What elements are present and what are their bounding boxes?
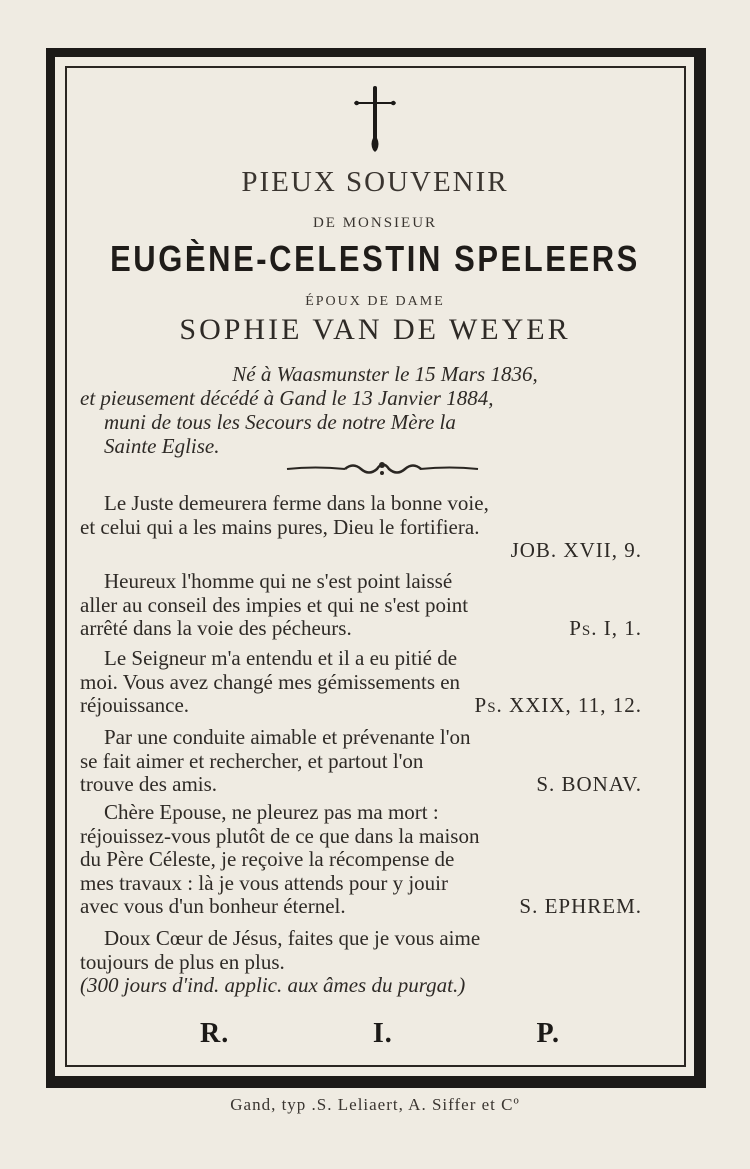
verse-line-with-ref: [80, 694, 666, 718]
verse-line: aller au conseil des impies et qui ne s'est point: [80, 592, 469, 617]
verse-line: réjouissez-vous plutôt de ce que dans la maison: [80, 823, 480, 848]
verse-reference: Ps. XXIX, 11, 12.: [474, 693, 642, 717]
spouse-name: SOPHIE VAN DE WEYER: [179, 313, 571, 346]
rip-letter: P.: [536, 1018, 560, 1049]
verse-line-with-ref: [80, 895, 666, 919]
verse-line-with-ref: [80, 617, 666, 641]
ornament-divider: [285, 459, 480, 479]
sacraments-line: muni de tous les Secours de notre Mère la: [104, 410, 456, 434]
verse-line: trouve des amis.: [80, 772, 218, 796]
spouse-label: ÉPOUX DE DAME: [305, 294, 445, 309]
printer-credit: Gand, typ .S. Leliaert, A. Siffer et Cº: [230, 1095, 520, 1114]
verse-line: mes travaux : là je vous attends pour y jouir: [80, 870, 449, 895]
verse-ephrem: [80, 801, 666, 919]
rip-inscription: [200, 1018, 560, 1050]
cross-icon: [350, 86, 400, 154]
indulgence-note: (300 jours d'ind. applic. aux âmes du purgat.): [80, 973, 466, 997]
honorific: DE MONSIEUR: [312, 215, 438, 231]
verse-line: du Père Céleste, je reçoive la récompense de: [80, 847, 455, 871]
verse-line: toujours de plus en plus.: [80, 949, 285, 974]
verse-bonaventure: [80, 726, 666, 797]
verse-psalm-29: [80, 647, 666, 718]
verse-reference: S. BONAV.: [536, 772, 642, 796]
biography: [80, 362, 670, 458]
deceased-name: EUGÈNE-CELESTIN SPELEERS: [110, 238, 640, 279]
card-title: PIEUX SOUVENIR: [241, 166, 509, 198]
verse-job: [80, 492, 666, 563]
verse-reference: S. EPHREM.: [519, 894, 642, 918]
verse-line: moi. Vous avez changé mes gémissements en: [80, 669, 461, 694]
verse-line: Le Seigneur m'a entendu et il a eu pitié de: [104, 646, 458, 670]
verse-line: Par une conduite aimable et prévenante l'on: [104, 725, 471, 749]
rip-letter: R.: [200, 1018, 230, 1049]
verse-line: Chère Epouse, ne pleurez pas ma mort :: [104, 800, 439, 824]
church-line: Sainte Eglise.: [104, 434, 220, 458]
verse-reference: JOB. XVII, 9.: [510, 538, 642, 562]
verse-line: et celui qui a les mains pures, Dieu le fortifiera.: [80, 514, 480, 539]
verse-psalm-1: [80, 570, 666, 641]
sacred-heart-prayer: [80, 927, 666, 998]
death-line: et pieusement décédé à Gand le 13 Janvier 1884,: [80, 386, 494, 410]
verse-line: avec vous d'un bonheur éternel.: [80, 894, 346, 918]
verse-line: Doux Cœur de Jésus, faites que je vous aime: [104, 926, 481, 950]
verse-line: Heureux l'homme qui ne s'est point laissé: [104, 569, 453, 593]
verse-line: se fait aimer et rechercher, et partout l'on: [80, 748, 424, 773]
verse-line: arrêté dans la voie des pécheurs.: [80, 616, 352, 640]
rip-letter: I.: [372, 1018, 393, 1049]
birth-line: Né à Waasmunster le 15 Mars 1836,: [232, 362, 538, 386]
verse-line: Le Juste demeurera ferme dans la bonne voie,: [104, 491, 489, 515]
verse-line: réjouissance.: [80, 693, 190, 717]
verse-reference: Ps. I, 1.: [569, 616, 642, 640]
verse-line-with-ref: [80, 773, 666, 797]
